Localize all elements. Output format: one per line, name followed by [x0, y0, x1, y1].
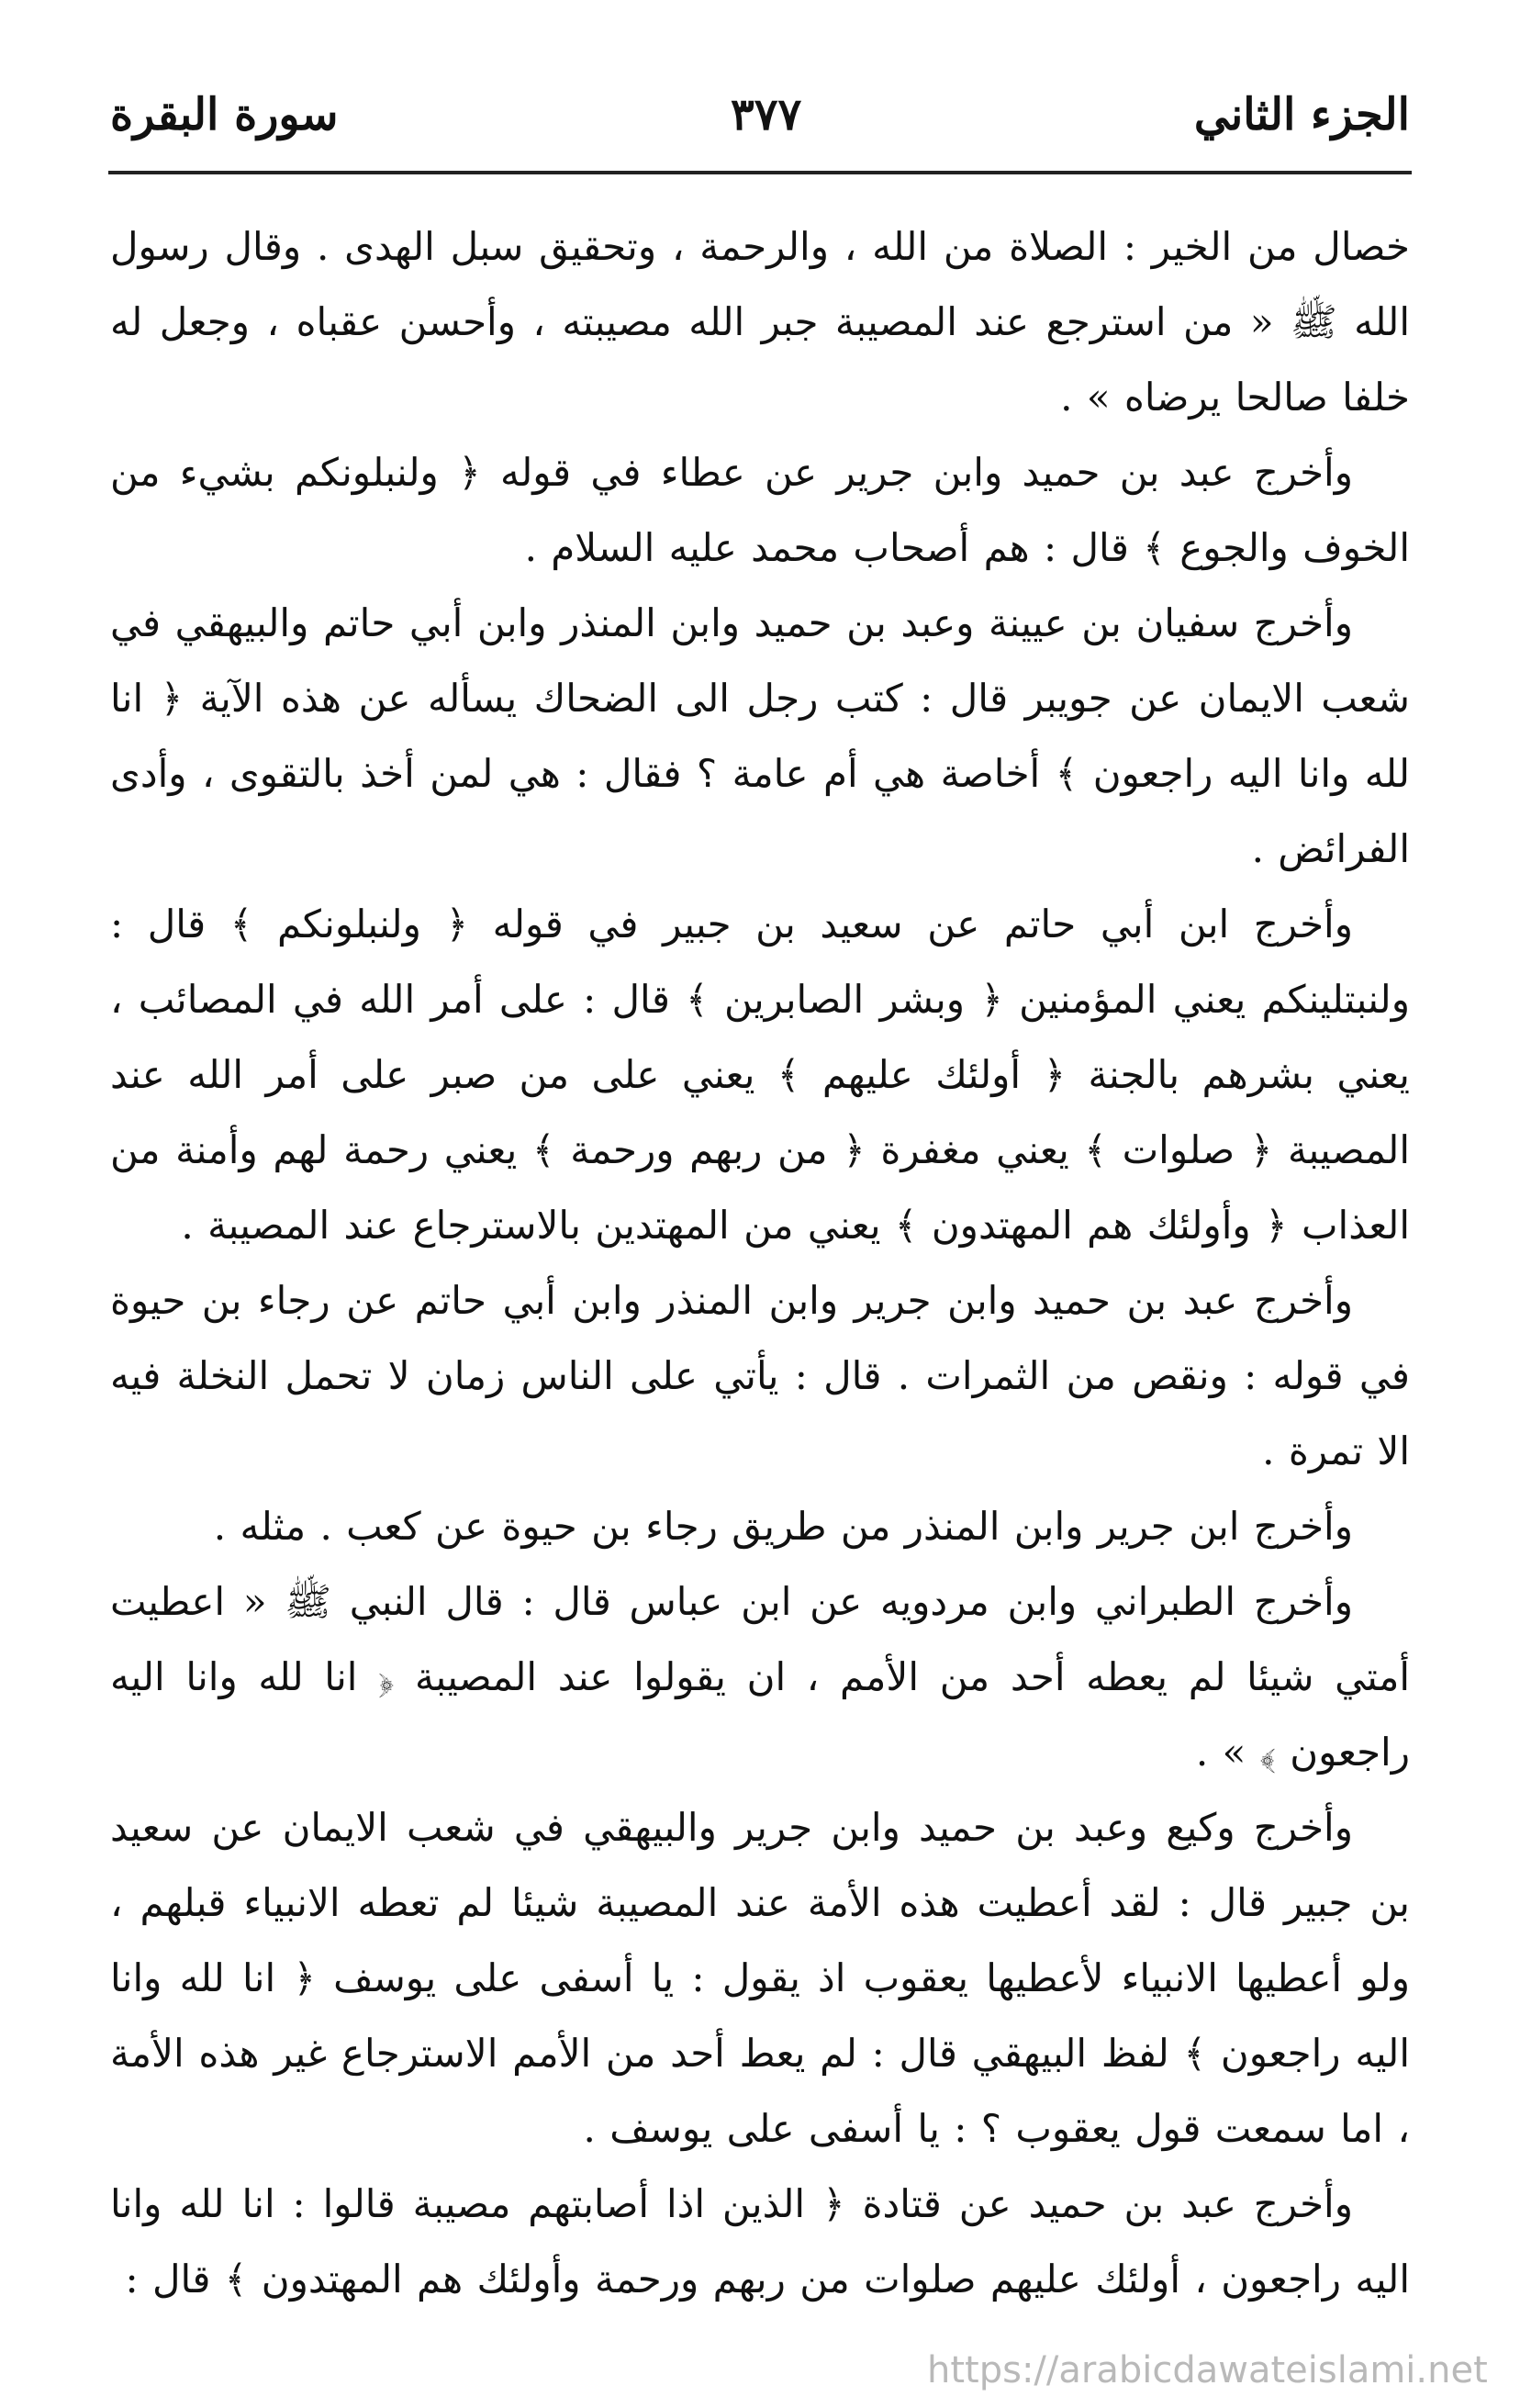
paragraph: وأخرج عبد بن حميد وابن جرير وابن المنذر وابن أبي حاتم عن رجاء بن حيوة في قوله : ونقص من الثمرات . قال : يأتي على الناس زمان لا تحمل النخلة فيه الا تمرة .: [110, 1278, 1410, 1473]
part-title: الجزء الثاني: [1193, 89, 1410, 140]
paragraph: وأخرج عبد بن حميد عن قتادة ﴿ الذين اذا أصابتهم مصيبة قالوا : انا لله وانا اليه راجعون ، أولئك عليهم صلوات من ربهم ورحمة وأولئك هم المهتدون ﴾ قال :: [110, 2181, 1410, 2302]
paragraph: وأخرج سفيان بن عيينة وعبد بن حميد وابن المنذر وابن أبي حاتم والبيهقي في شعب الايمان عن جويبر قال : كتب رجل الى الضحاك يسأله عن هذه الآية ﴿ انا لله وانا اليه راجعون ﴾ أخاصة هي أم عامة ؟ فقال : هي لمن أخذ بالتقوى ، وأدى الفرائض .: [110, 600, 1410, 871]
paragraph: وأخرج وكيع وعبد بن حميد وابن جرير والبيهقي في شعب الايمان عن سعيد بن جبير قال : لقد أعطيت هذه الأمة عند المصيبة شيئا لم تعطه الانبياء قبلهم ، ولو أعطيها الانبياء لأعطيها يعقوب اذ يقول : يا أسفى على يوسف ﴿ انا لله وانا اليه راجعون ﴾ لفظ البيهقي قال : لم يعط أحد من الأمم الاسترجاع غير هذه الأمة ، اما سمعت قول يعقوب ؟ : يا أسفى على يوسف .: [110, 1805, 1410, 2151]
paragraph: وأخرج عبد بن حميد وابن جرير عن عطاء في قوله ﴿ ولنبلونكم بشيء من الخوف والجوع ﴾ قال : هم أصحاب محمد عليه السلام .: [110, 450, 1410, 570]
page-number: ٣٧٧: [730, 89, 802, 140]
paragraph: وأخرج ابن أبي حاتم عن سعيد بن جبير في قوله ﴿ ولنبلونكم ﴾ قال : ولنبتلينكم يعني المؤمنين ﴿ وبشر الصابرين ﴾ قال : على أمر الله في المصائب ، يعني بشرهم بالجنة ﴿ أولئك عليهم ﴾ يعني على من صبر على أمر الله عند المصيبة ﴿ صلوات ﴾ يعني مغفرة ﴿ من ربهم ورحمة ﴾ يعني رحمة لهم وأمنة من العذاب ﴿ وأولئك هم المهتدون ﴾ يعني من المهتدين بالاسترجاع عند المصيبة .: [110, 902, 1410, 1248]
page-body: [110, 209, 1410, 2317]
header-divider: [108, 171, 1412, 174]
paragraph: وأخرج ابن جرير وابن المنذر من طريق رجاء بن حيوة عن كعب . مثله .: [213, 1504, 1353, 1549]
paragraph: خصال من الخير : الصلاة من الله ، والرحمة ، وتحقيق سبل الهدى . وقال رسول الله ﷺ « من استرجع عند المصيبة جبر الله مصيبته ، وأحسن عقباه ، وجعل له خلفا صالحا يرضاه » .: [110, 224, 1410, 420]
page-header: [110, 73, 1410, 156]
surah-title: سورة البقرة: [110, 89, 339, 140]
paragraph: وأخرج الطبراني وابن مردويه عن ابن عباس قال : قال النبي ﷺ « اعطيت أمتي شيئا لم يعطه أحد من الأمم ، ان يقولوا عند المصيبة ﴿ انا لله وانا اليه راجعون ﴾ » .: [110, 1579, 1410, 1775]
watermark-url: https://arabicdawateislami.net: [927, 2349, 1488, 2391]
